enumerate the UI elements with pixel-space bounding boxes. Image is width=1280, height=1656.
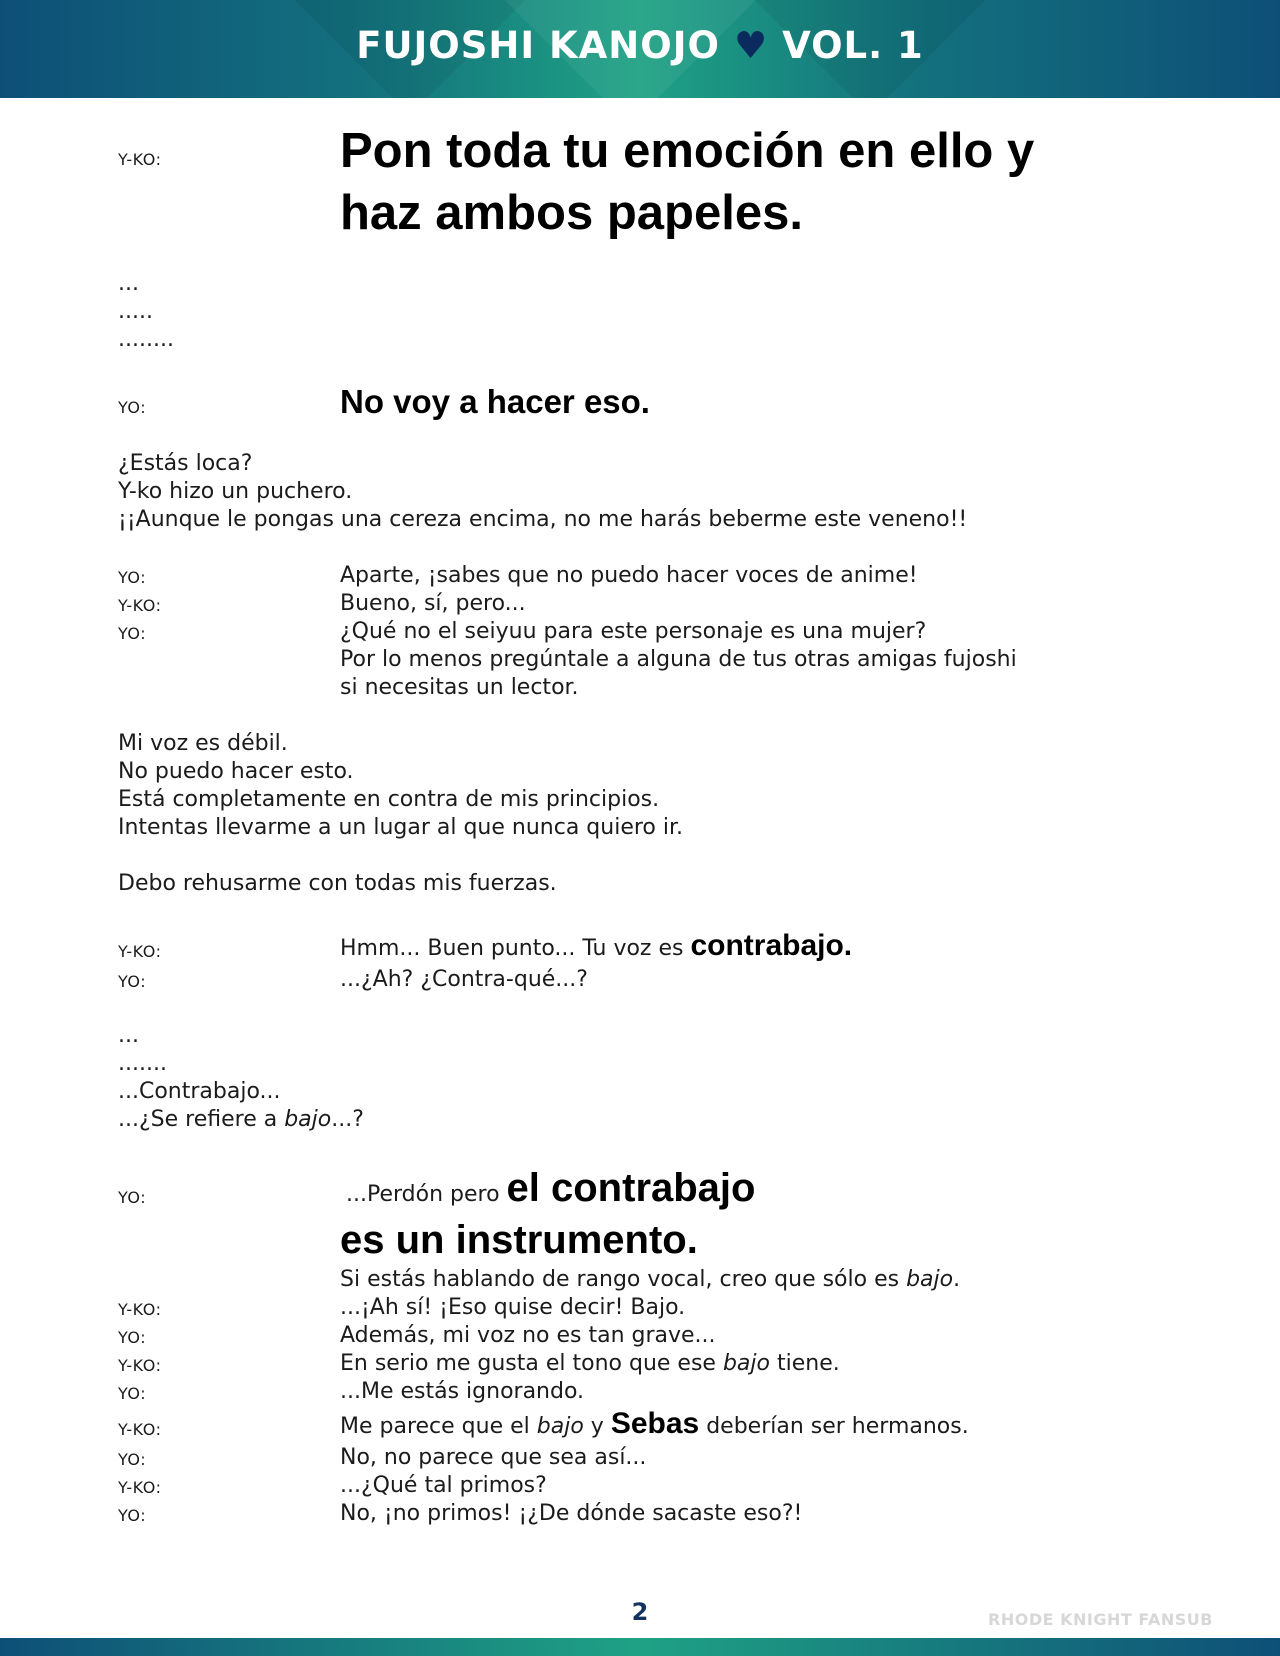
- dialogue-line: No, ¡no primos! ¡¿De dónde sacaste eso?!: [340, 1501, 803, 1526]
- narration-text: ...¿Se refiere a: [118, 1107, 285, 1132]
- shout-line: No voy a hacer eso.: [340, 383, 650, 420]
- speaker-label: YO:: [118, 568, 147, 587]
- narration-line: [118, 1106, 364, 1134]
- dialogue-line: Aparte, ¡sabes que no puedo hacer voces de anime!: [340, 563, 918, 588]
- dialogue-line: [340, 1266, 960, 1294]
- dialogue-text: .: [953, 1267, 961, 1292]
- footer-band: [0, 1638, 1280, 1656]
- dialogue-line: Bueno, sí, pero...: [340, 591, 526, 616]
- italic-word: bajo: [284, 1107, 332, 1132]
- dialogue-line: Además, mi voz no es tan grave...: [340, 1323, 716, 1348]
- dialogue-line: [340, 929, 853, 963]
- italic-word: bajo: [722, 1351, 770, 1376]
- dialogue-text: Me parece que el: [340, 1414, 537, 1439]
- ellipsis-line: ...: [118, 1023, 139, 1048]
- shout-line: [340, 120, 1034, 244]
- dialogue-line: si necesitas un lector.: [340, 675, 579, 700]
- dialogue-text: deberían ser hermanos.: [699, 1414, 969, 1439]
- speaker-label: YO:: [118, 624, 147, 643]
- series-title: FUJOSHI KANOJO: [356, 24, 720, 67]
- speaker-label: Y-KO:: [118, 1478, 162, 1497]
- dialogue-line: [340, 1350, 840, 1378]
- narration-line: ¿Estás loca?: [118, 451, 253, 476]
- header-band: [0, 0, 1280, 98]
- narration-text: ...?: [331, 1107, 364, 1132]
- emphasis-phrase: es un instrumento.: [340, 1218, 698, 1262]
- speaker-label: YO:: [118, 1506, 147, 1525]
- narration-line: Está completamente en contra de mis principios.: [118, 787, 660, 812]
- dialogue-line: Por lo menos pregúntale a alguna de tus otras amigas fujoshi: [340, 647, 1017, 672]
- ellipsis-line: ...: [118, 271, 139, 296]
- speaker-label: YO:: [118, 1450, 147, 1469]
- ellipsis-line: ........: [118, 327, 174, 352]
- dialogue-text: Hmm... Buen punto... Tu voz es: [340, 936, 691, 961]
- narration-line: Mi voz es débil.: [118, 731, 288, 756]
- ellipsis-line: .......: [118, 1051, 167, 1076]
- ellipsis-line: .....: [118, 299, 153, 324]
- speaker-label: Y-KO:: [118, 1420, 162, 1439]
- shout-line-1: Pon toda tu emoción en ello y: [340, 124, 1035, 178]
- narration-line: No puedo hacer esto.: [118, 759, 354, 784]
- italic-word: bajo: [906, 1267, 954, 1292]
- speaker-label: Y-KO:: [118, 1300, 162, 1319]
- speaker-label: Y-KO:: [118, 942, 162, 961]
- dialogue-line: [340, 1166, 755, 1217]
- dialogue-line: ¿Qué no el seiyuu para este personaje es una mujer?: [340, 619, 927, 644]
- emphasis-phrase: el contrabajo: [506, 1166, 756, 1210]
- narration-line: Y-ko hizo un puchero.: [118, 479, 353, 504]
- speaker-label: YO:: [118, 972, 147, 991]
- emphasis-word: Sebas: [610, 1407, 700, 1440]
- header-title: [0, 24, 1280, 67]
- fansub-watermark: RHODE KNIGHT FANSUB: [988, 1610, 1213, 1629]
- dialogue-text: tiene.: [770, 1351, 840, 1376]
- heart-icon: ♥: [733, 24, 769, 67]
- dialogue-line: ...¿Qué tal primos?: [340, 1473, 547, 1498]
- narration-line: Intentas llevarme a un lugar al que nunca quiero ir.: [118, 815, 683, 840]
- speaker-label: YO:: [118, 1328, 147, 1347]
- dialogue-text: Si estás hablando de rango vocal, creo que sólo es: [340, 1267, 907, 1292]
- emphasis-word: contrabajo.: [690, 929, 853, 962]
- dialogue-line: [340, 1407, 969, 1441]
- dialogue-line: ...Me estás ignorando.: [340, 1379, 585, 1404]
- dialogue-text: ...Perdón pero: [346, 1182, 507, 1207]
- dialogue-text: y: [583, 1414, 611, 1439]
- speaker-label: YO:: [118, 398, 147, 417]
- speaker-label: Y-KO:: [118, 596, 162, 615]
- speaker-label: YO:: [118, 1384, 147, 1403]
- volume-label: VOL. 1: [782, 24, 924, 67]
- dialogue-line: No, no parece que sea así...: [340, 1445, 647, 1470]
- narration-line: Debo rehusarme con todas mis fuerzas.: [118, 871, 557, 896]
- narration-line: ¡¡Aunque le pongas una cereza encima, no me harás beberme este veneno!!: [118, 507, 968, 532]
- speaker-label: Y-KO:: [118, 1356, 162, 1375]
- speaker-label: YO:: [118, 1188, 147, 1207]
- narration-line: ...Contrabajo...: [118, 1079, 281, 1104]
- page-number: 2: [631, 1598, 649, 1626]
- dialogue-line: ...¡Ah sí! ¡Eso quise decir! Bajo.: [340, 1295, 686, 1320]
- dialogue-line: ...¿Ah? ¿Contra-qué...?: [340, 967, 588, 992]
- dialogue-text: En serio me gusta el tono que ese: [340, 1351, 723, 1376]
- speaker-label: Y-KO:: [118, 150, 162, 169]
- italic-word: bajo: [536, 1414, 584, 1439]
- shout-line-2: haz ambos papeles.: [340, 186, 803, 240]
